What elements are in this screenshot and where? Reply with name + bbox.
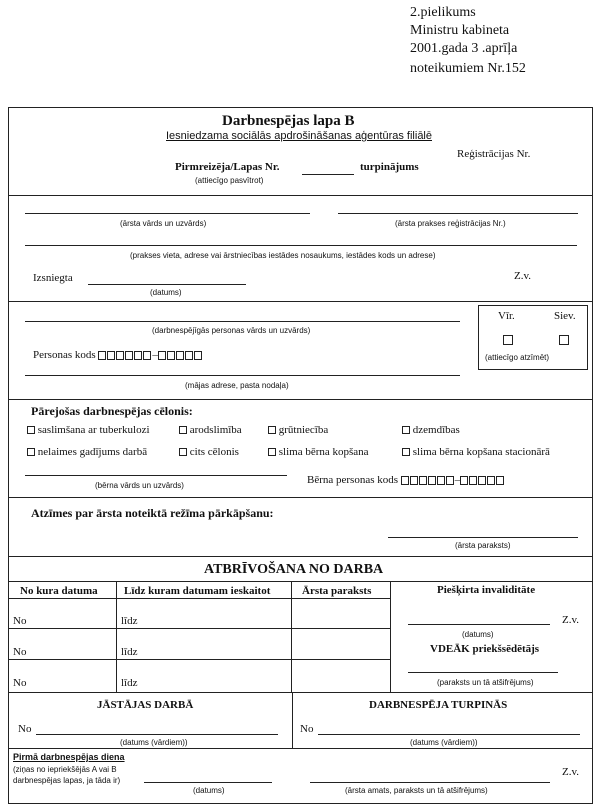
start-no-label: No (18, 723, 32, 735)
start-work-title: JĀSTĀJAS DARBĀ (97, 699, 194, 711)
doctor-name-line[interactable] (25, 213, 310, 214)
appendix-label: 2.pielikums (410, 5, 476, 20)
col-line-3 (390, 581, 391, 692)
cause-child-care[interactable] (268, 446, 369, 458)
child-code-row (307, 474, 505, 486)
cause-occupational-label: arodslimība (189, 424, 242, 436)
practice-reg-line[interactable] (338, 213, 578, 214)
doctor-signature-hint: (ārsta paraksts) (455, 541, 511, 550)
cause-work-accident[interactable] (27, 446, 147, 458)
col-sign-header: Ārsta paraksts (302, 585, 372, 597)
row2-to[interactable]: līdz (121, 646, 138, 658)
doctor-position-hint: (ārsta amats, paraksts un tā atšifrējums) (345, 786, 488, 795)
divider-1 (8, 195, 593, 196)
divider-5 (8, 556, 593, 557)
person-name-line[interactable] (25, 321, 460, 322)
release-title: ATBRĪVOŠANA NO DARBA (204, 562, 384, 577)
divider-7 (8, 692, 593, 693)
doctor-signature-line[interactable] (388, 537, 578, 538)
address-hint: (mājas adrese, pasta nodaļa) (185, 381, 289, 390)
first-day-date-line[interactable] (144, 782, 272, 783)
cabinet-label: Ministru kabineta (410, 23, 510, 38)
table-row-line-2 (8, 659, 390, 660)
divider-3 (8, 399, 593, 400)
male-checkbox[interactable] (503, 331, 513, 349)
cause-pregnancy[interactable] (268, 424, 328, 436)
divider-4 (8, 497, 593, 498)
vdeak-signature-line[interactable] (408, 672, 558, 673)
cause-other-label: cits cēlonis (189, 446, 239, 458)
regulation-date: 2001.gada 3 .aprīļa (410, 41, 518, 56)
form-title: Darbnespējas lapa B (222, 113, 355, 129)
invalidity-date-line[interactable] (408, 624, 550, 625)
registration-number-label: Reģistrācijas Nr. (457, 148, 531, 160)
invalidity-title: Piešķirta invaliditāte (437, 584, 536, 596)
first-day-note-2: darbnespējas lapas, ja tāda ir) (13, 776, 121, 785)
form-subtitle: Iesniedzama sociālās apdrošināšanas aģentūras filiālē (166, 130, 432, 142)
continue-date-hint: (datums (vārdiem)) (410, 738, 478, 747)
invalidity-stamp-label: Z.v. (562, 614, 580, 626)
vdeak-signature-hint: (paraksts un tā atšifrējums) (437, 678, 534, 687)
person-name-hint: (darbnespējīgās personas vārds un uzvārds) (152, 326, 311, 335)
row3-to[interactable]: līdz (121, 677, 138, 689)
doctor-position-line[interactable] (310, 782, 550, 783)
cause-child-care-label: slima bērna kopšana (278, 446, 369, 458)
divider-2 (8, 301, 593, 302)
female-checkbox[interactable] (559, 331, 569, 349)
invalidity-date-hint: (datums) (462, 630, 494, 639)
sex-mark-hint: (attiecīgo atzīmēt) (485, 353, 550, 362)
cause-work-accident-label: nelaimes gadījums darbā (37, 446, 148, 458)
table-header-line (8, 598, 390, 599)
cause-title: Pārejošas darbnespējas cēlonis: (31, 404, 193, 418)
male-label: Vīr. (498, 310, 515, 322)
first-day-title: Pirmā darbnespējas diena (13, 752, 125, 762)
row2-from[interactable]: No (13, 646, 27, 658)
issued-label: Izsniegta (33, 272, 73, 284)
row3-from[interactable]: No (13, 677, 27, 689)
personal-code-boxes[interactable]: – (98, 349, 203, 361)
female-label: Siev. (554, 310, 576, 322)
child-name-hint: (bērna vārds un uzvārds) (95, 481, 184, 490)
personal-code-row (33, 349, 203, 361)
continue-date-line[interactable] (318, 734, 580, 735)
cause-child-care-hospital[interactable] (402, 446, 550, 458)
cause-other[interactable] (179, 446, 239, 458)
split-line (292, 692, 293, 748)
vdeak-label: VDEĀK priekšsēdētājs (430, 643, 540, 655)
stamp-label: Z.v. (514, 270, 532, 282)
personal-code-label: Personas kods (33, 349, 96, 361)
start-date-line[interactable] (36, 734, 278, 735)
cause-tuberculosis-label: saslimšana ar tuberkulozi (37, 424, 150, 436)
regulation-number: noteikumiem Nr.152 (410, 61, 526, 76)
first-sheet-label: Pirmreizēja/Lapas Nr. (175, 161, 280, 173)
cause-tuberculosis[interactable] (27, 424, 150, 436)
cause-childbirth[interactable] (402, 424, 460, 436)
divider-6 (8, 581, 593, 582)
issued-date-hint: (datums) (150, 288, 182, 297)
violations-title: Atzīmes par ārsta noteiktā režīma pārkāpšanu: (31, 506, 274, 520)
continue-no-label: No (300, 723, 314, 735)
child-code-label: Bērna personas kods (307, 474, 399, 486)
cause-pregnancy-label: grūtniecība (278, 424, 329, 436)
col-to-header: Līdz kuram datumam ieskaitot (124, 585, 271, 597)
cause-childbirth-label: dzemdības (412, 424, 460, 436)
child-code-boxes[interactable]: – (401, 474, 506, 486)
first-day-note-1: (ziņas no iepriekšējās A vai B (13, 765, 117, 774)
practice-reg-hint: (ārsta prakses reģistrācijas Nr.) (395, 219, 506, 228)
col-from-header: No kura datuma (20, 585, 98, 597)
address-line[interactable] (25, 375, 460, 376)
underline-hint: (attiecīgo pasvītrot) (195, 176, 264, 185)
row1-to[interactable]: līdz (121, 615, 138, 627)
continuation-label: turpinājums (360, 161, 419, 173)
doctor-name-hint: (ārsta vārds un uzvārds) (120, 219, 207, 228)
cause-occupational[interactable] (179, 424, 242, 436)
start-date-hint: (datums (vārdiem)) (120, 738, 188, 747)
table-row-line-1 (8, 628, 390, 629)
practice-place-hint: (prakses vieta, adrese vai ārstniecības iestādes nosaukums, iestādes kods un adrese) (130, 251, 436, 260)
first-day-date-hint: (datums) (193, 786, 225, 795)
practice-place-line[interactable] (25, 245, 577, 246)
issued-date-line[interactable] (88, 284, 246, 285)
divider-8 (8, 748, 593, 749)
bottom-stamp-label: Z.v. (562, 766, 580, 778)
sheet-number-line[interactable] (302, 174, 354, 175)
row1-from[interactable]: No (13, 615, 27, 627)
child-name-line[interactable] (25, 475, 287, 476)
cause-child-care-hospital-label: slima bērna kopšana stacionārā (412, 446, 550, 458)
continue-title: DARBNESPĒJA TURPINĀS (369, 699, 508, 711)
